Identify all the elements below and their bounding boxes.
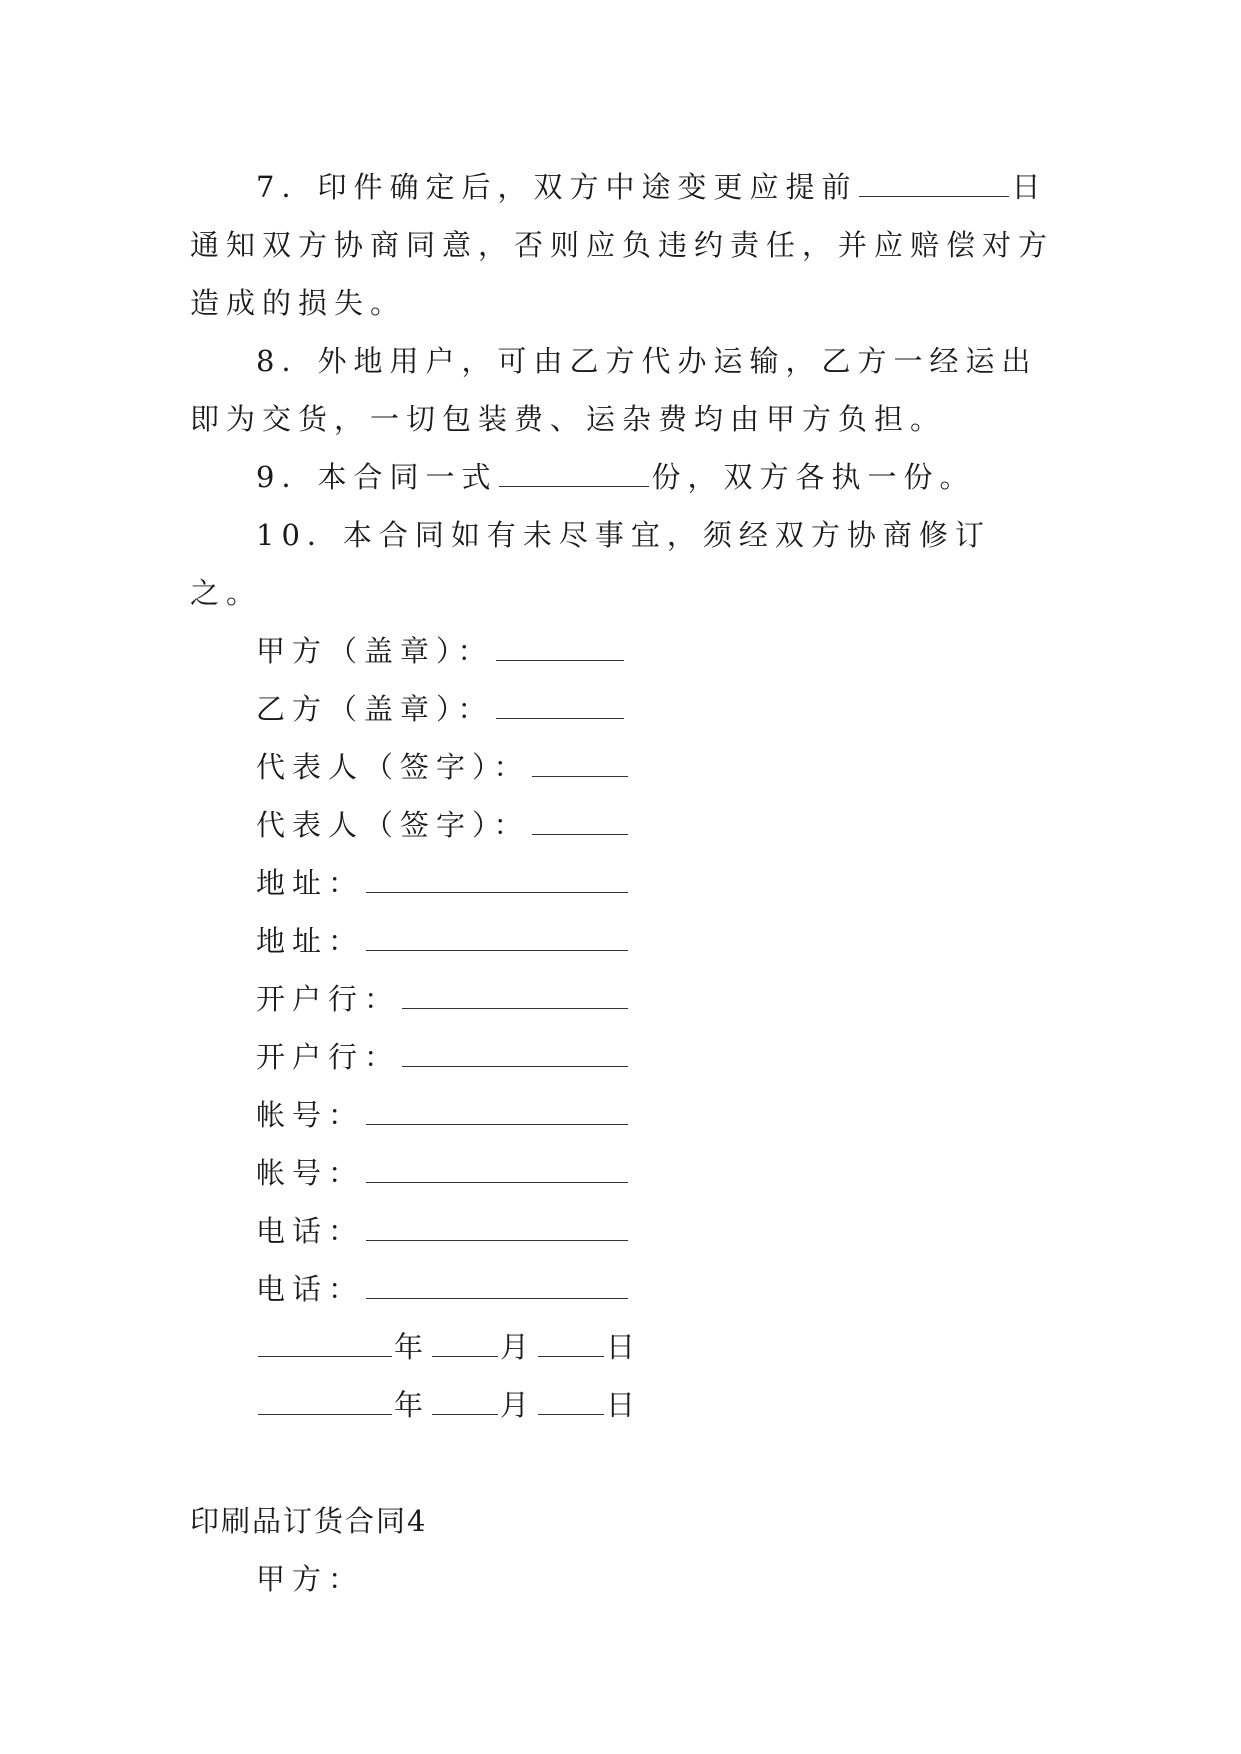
notice-days-blank bbox=[859, 172, 1009, 197]
phone-b-label: 电话： bbox=[256, 1272, 365, 1306]
account-b-blank bbox=[366, 1158, 628, 1183]
date-b-month-label: 月 bbox=[500, 1388, 537, 1422]
date-b-day-label: 日 bbox=[606, 1388, 643, 1422]
bank-a-label: 开户行： bbox=[256, 982, 401, 1016]
clause-7-text-a: 7．印件确定后，双方中途变更应提前 bbox=[256, 170, 858, 204]
date-b-year-label: 年 bbox=[394, 1388, 431, 1422]
party-a-seal-blank bbox=[496, 636, 624, 661]
phone-a-blank bbox=[366, 1216, 628, 1241]
section-title: 印刷品订货合同4 bbox=[190, 1504, 428, 1538]
clause-9-text-b: 份，双方各执一份。 bbox=[651, 460, 976, 494]
account-b-label: 帐号： bbox=[256, 1156, 365, 1190]
date-a-line bbox=[190, 1318, 1060, 1376]
address-a-line bbox=[190, 854, 1060, 912]
rep-b-label: 代表人（签字）： bbox=[256, 808, 530, 842]
rep-a-line bbox=[190, 738, 1060, 796]
address-b-blank bbox=[366, 926, 628, 951]
clause-9 bbox=[190, 448, 1060, 506]
rep-a-label: 代表人（签字）： bbox=[256, 750, 530, 784]
contract-body bbox=[190, 158, 1060, 1608]
next-party-a-label: 甲方： bbox=[256, 1562, 365, 1596]
account-b-line bbox=[190, 1144, 1060, 1202]
clause-7 bbox=[190, 158, 1060, 332]
date-b-line bbox=[190, 1376, 1060, 1434]
date-b-day-blank bbox=[538, 1390, 604, 1415]
date-a-year-label: 年 bbox=[394, 1330, 431, 1364]
account-a-blank bbox=[366, 1100, 628, 1125]
date-a-year-blank bbox=[258, 1332, 392, 1357]
rep-b-blank bbox=[532, 810, 628, 835]
address-b-label: 地址： bbox=[256, 924, 365, 958]
bank-b-label: 开户行： bbox=[256, 1040, 401, 1074]
party-b-seal-line bbox=[190, 680, 1060, 738]
phone-a-label: 电话： bbox=[256, 1214, 365, 1248]
bank-a-blank bbox=[402, 984, 628, 1009]
party-a-seal-label: 甲方（盖章）： bbox=[256, 634, 494, 668]
phone-b-line bbox=[190, 1260, 1060, 1318]
copies-blank bbox=[499, 462, 649, 487]
party-b-seal-label: 乙方（盖章）： bbox=[256, 692, 494, 726]
address-a-label: 地址： bbox=[256, 866, 365, 900]
phone-b-blank bbox=[366, 1274, 628, 1299]
address-a-blank bbox=[366, 868, 628, 893]
clause-7-text-b: 日通知双方协商同意，否则应负违约责任，并应赔偿对方造成的损失。 bbox=[190, 170, 1055, 320]
date-b-month-blank bbox=[432, 1390, 498, 1415]
section-gap bbox=[190, 1434, 1060, 1492]
date-a-month-label: 月 bbox=[500, 1330, 537, 1364]
address-b-line bbox=[190, 912, 1060, 970]
next-party-a-line bbox=[190, 1550, 1060, 1608]
bank-b-line bbox=[190, 1028, 1060, 1086]
phone-a-line bbox=[190, 1202, 1060, 1260]
date-b-year-blank bbox=[258, 1390, 392, 1415]
date-a-month-blank bbox=[432, 1332, 498, 1357]
clause-8: 8．外地用户，可由乙方代办运输，乙方一经运出即为交货，一切包装费、运杂费均由甲方负担。 bbox=[190, 344, 1038, 436]
clause-9-text-a: 9．本合同一式 bbox=[256, 460, 498, 494]
bank-b-blank bbox=[402, 1042, 628, 1067]
date-a-day-blank bbox=[538, 1332, 604, 1357]
account-a-line bbox=[190, 1086, 1060, 1144]
account-a-label: 帐号： bbox=[256, 1098, 365, 1132]
rep-a-blank bbox=[532, 752, 628, 777]
bank-a-line bbox=[190, 970, 1060, 1028]
date-a-day-label: 日 bbox=[606, 1330, 643, 1364]
clause-10: 10．本合同如有未尽事宜，须经双方协商修订之。 bbox=[190, 518, 991, 610]
rep-b-line bbox=[190, 796, 1060, 854]
party-b-seal-blank bbox=[496, 694, 624, 719]
party-a-seal-line bbox=[190, 622, 1060, 680]
